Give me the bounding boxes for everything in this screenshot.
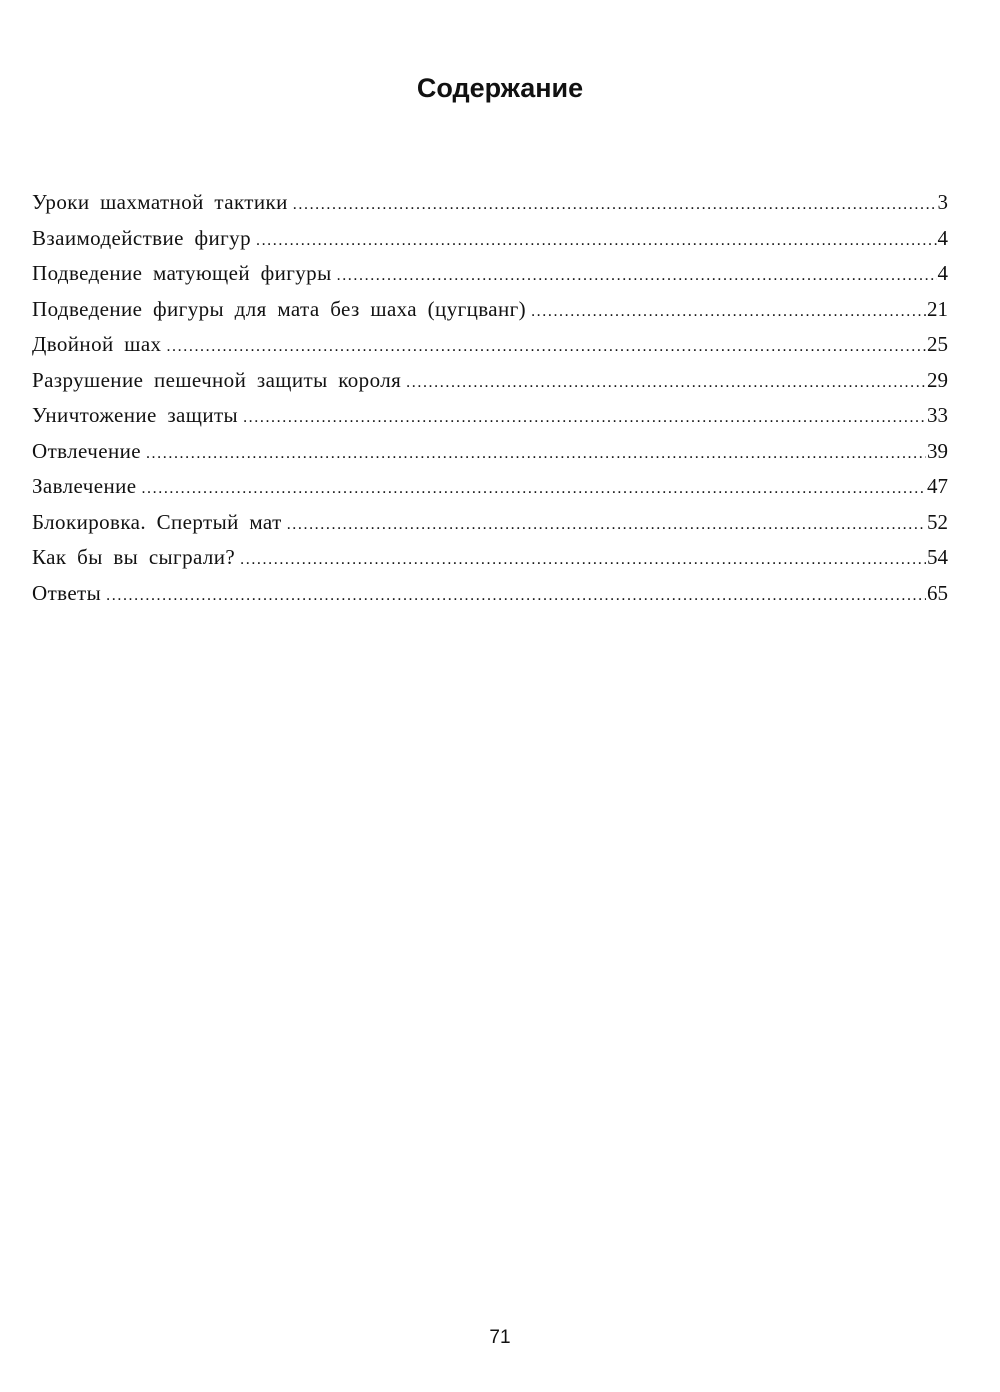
toc-entry-page: 21 bbox=[927, 296, 948, 321]
table-of-contents bbox=[32, 190, 948, 616]
toc-entry-title: Взаимодействие фигур bbox=[32, 225, 251, 250]
toc-entry bbox=[32, 510, 948, 546]
toc-entry-page: 4 bbox=[937, 261, 948, 285]
toc-entry bbox=[32, 261, 948, 297]
toc-entry bbox=[32, 403, 948, 439]
toc-entry-page: 33 bbox=[927, 403, 948, 427]
toc-entry-title: Ответы bbox=[32, 580, 102, 605]
dot-leader bbox=[406, 374, 926, 392]
toc-entry-page: 3 bbox=[937, 190, 948, 214]
dot-leader bbox=[531, 303, 926, 321]
toc-entry-page: 39 bbox=[927, 438, 948, 463]
toc-entry-title: Блокировка. Спертый мат bbox=[32, 509, 282, 534]
dot-leader bbox=[293, 196, 937, 214]
toc-entry-page: 54 bbox=[927, 545, 948, 569]
toc-entry bbox=[32, 474, 948, 510]
toc-entry-title: Уничтожение защиты bbox=[32, 403, 239, 427]
toc-entry bbox=[32, 226, 948, 262]
toc-entry-page: 52 bbox=[927, 509, 948, 534]
dot-leader bbox=[141, 480, 926, 498]
toc-entry bbox=[32, 439, 948, 475]
dot-leader bbox=[146, 445, 926, 463]
toc-entry-title: Отвлечение bbox=[32, 438, 141, 463]
toc-entry-page: 47 bbox=[927, 474, 948, 498]
toc-entry bbox=[32, 332, 948, 368]
toc-entry-title: Уроки шахматной тактики bbox=[32, 190, 288, 214]
toc-entry bbox=[32, 545, 948, 581]
toc-entry-title: Как бы вы сыграли? bbox=[32, 545, 236, 569]
toc-entry-title: Разрушение пешечной защиты короля bbox=[32, 367, 402, 392]
page-number: 71 bbox=[489, 1327, 511, 1348]
toc-entry-title: Подведение фигуры для мата без шаха (цугцванг) bbox=[32, 296, 527, 321]
toc-entry bbox=[32, 581, 948, 617]
dot-leader bbox=[287, 516, 926, 534]
toc-entry-title: Двойной шах bbox=[32, 332, 162, 356]
dot-leader bbox=[106, 587, 926, 605]
toc-entry-title: Завлечение bbox=[32, 474, 137, 498]
toc-entry-page: 65 bbox=[927, 580, 948, 605]
toc-entry bbox=[32, 368, 948, 404]
dot-leader bbox=[166, 338, 926, 356]
toc-entry-page: 29 bbox=[927, 367, 948, 392]
dot-leader bbox=[256, 232, 937, 250]
dot-leader bbox=[240, 551, 926, 569]
dot-leader bbox=[337, 267, 937, 285]
toc-entry bbox=[32, 190, 948, 226]
page-title: Содержание bbox=[416, 73, 584, 103]
toc-entry-page: 25 bbox=[927, 332, 948, 356]
toc-entry-title: Подведение матующей фигуры bbox=[32, 261, 332, 285]
toc-entry bbox=[32, 297, 948, 333]
dot-leader bbox=[243, 409, 926, 427]
toc-entry-page: 4 bbox=[937, 225, 948, 250]
